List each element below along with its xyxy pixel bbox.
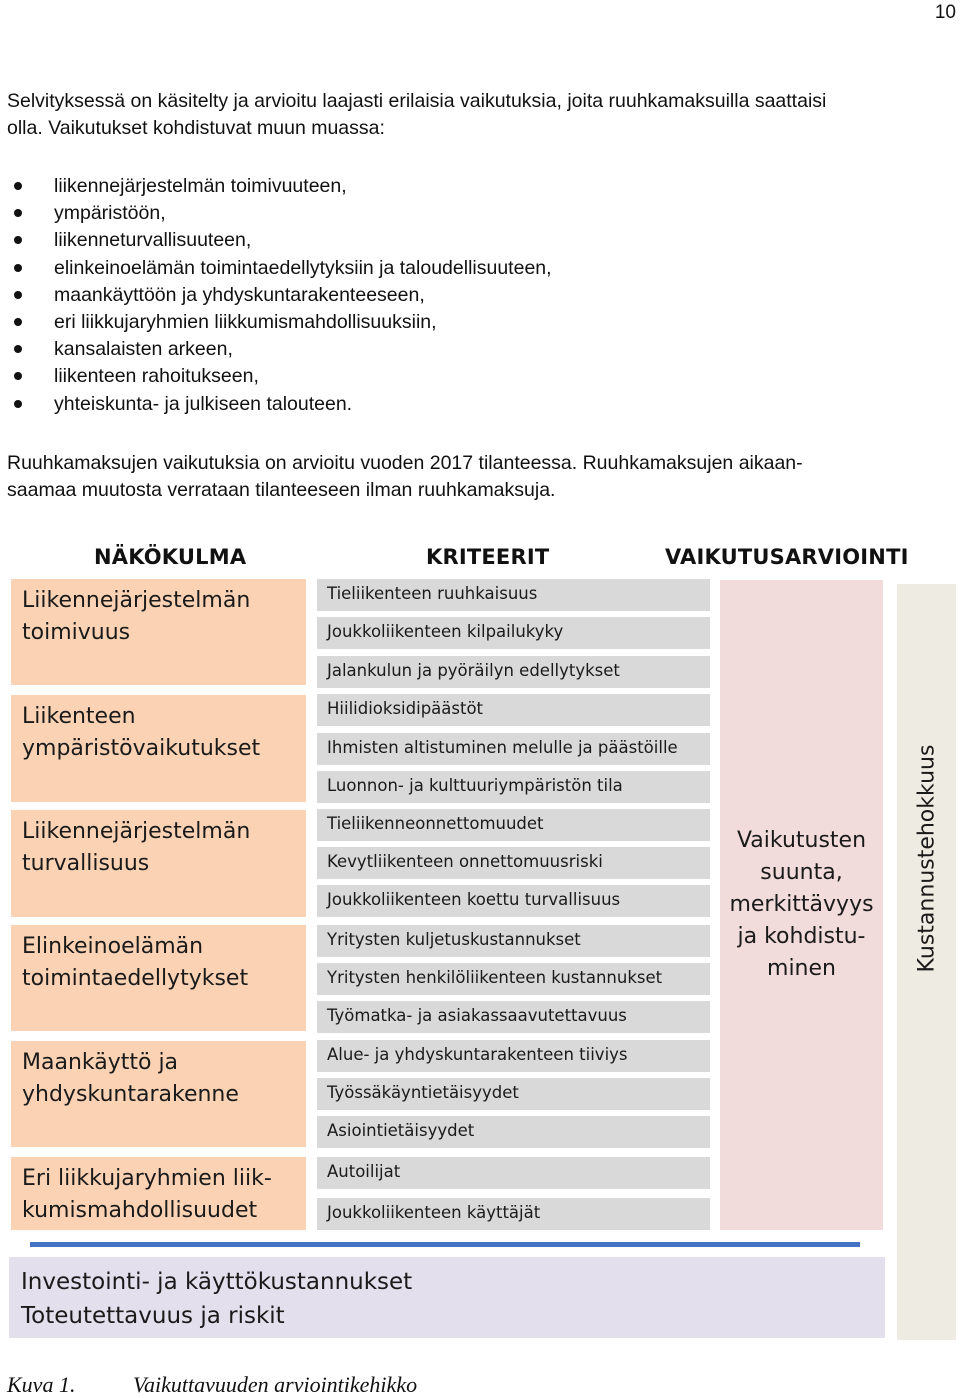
bullet-icon — [14, 372, 22, 380]
view-label: Eri liikkujaryhmien liik- — [22, 1166, 272, 1191]
list-item-text: kansalaisten arkeen, — [54, 338, 233, 361]
list-item-text: maankäyttöön ja yhdyskuntarakenteeseen, — [54, 283, 425, 306]
costs-risks-box — [9, 1257, 885, 1338]
view-label: toimintaedellytykset — [22, 966, 249, 991]
summary-line: Ruuhkamaksujen vaikutuksia on arvioitu vuoden 2017 tilanteessa. Ruuhkamaksujen aikaan- — [7, 452, 803, 474]
list-item — [0, 336, 552, 363]
view-box — [11, 810, 306, 917]
bullet-icon — [14, 182, 22, 190]
criterion-box: Joukkoliikenteen käyttäjät — [317, 1198, 710, 1230]
criterion-box: Alue- ja yhdyskuntarakenteen tiiviys — [317, 1040, 710, 1072]
list-item — [0, 309, 552, 336]
evaluation-box — [720, 580, 883, 1230]
evaluation-text — [720, 825, 883, 985]
list-item — [0, 363, 552, 390]
costs-risks-line: Toteutettavuus ja riskit — [21, 1303, 285, 1329]
bullet-icon — [14, 264, 22, 272]
view-box — [11, 1157, 306, 1230]
view-column-header: NÄKÖKULMA — [94, 545, 247, 569]
list-item-text: yhteiskunta- ja julkiseen talouteen. — [54, 392, 353, 415]
page-number: 10 — [934, 2, 956, 23]
view-box — [11, 925, 306, 1031]
evaluation-column-header: VAIKUTUSARVIOINTI — [665, 545, 909, 569]
summary-paragraph — [7, 450, 952, 504]
view-label: Liikennejärjestelmän — [22, 588, 251, 613]
criterion-box: Autoilijat — [317, 1157, 710, 1189]
view-box — [11, 579, 306, 685]
figure-caption-text: Vaikuttavuuden arviointikehikko — [133, 1372, 418, 1397]
list-item-text: liikennejärjestelmän toimivuuteen, — [54, 175, 347, 197]
list-item-text: liikenteen rahoitukseen, — [54, 365, 259, 388]
summary-line: saamaa muutosta verrataan tilanteeseen ilman ruuhkamaksuja. — [7, 479, 556, 501]
criterion-box: Hiilidioksidipäästöt — [317, 694, 710, 726]
evaluation-line: suunta, — [760, 860, 843, 885]
costs-risks-line: Investointi- ja käyttökustannukset — [21, 1269, 413, 1295]
view-label: Elinkeinoelämän — [22, 934, 204, 959]
bullet-icon — [14, 318, 22, 326]
list-item — [0, 200, 552, 227]
criterion-box: Ihmisten altistuminen melulle ja päästöille — [317, 733, 710, 765]
view-label: turvallisuus — [22, 851, 150, 876]
cost-effectiveness-label: Kustannustehokkuus — [914, 744, 939, 973]
criterion-box: Jalankulun ja pyöräilyn edellytykset — [317, 656, 710, 688]
cost-effectiveness-box — [897, 584, 956, 1340]
list-item-text: ympäristöön, — [54, 202, 166, 225]
criterion-box: Tieliikenneonnettomuudet — [317, 809, 710, 841]
criterion-box: Asiointietäisyydet — [317, 1116, 710, 1148]
bullet-icon — [14, 291, 22, 299]
intro-paragraph — [7, 88, 952, 142]
list-item — [0, 282, 552, 309]
list-item — [0, 227, 552, 254]
list-item-text: eri liikkujaryhmien liikkumismahdollisuuksiin, — [54, 310, 437, 333]
criterion-box: Joukkoliikenteen koettu turvallisuus — [317, 885, 710, 917]
criterion-box: Yritysten kuljetuskustannukset — [317, 925, 710, 957]
criterion-box: Työmatka- ja asiakassaavutettavuus — [317, 1001, 710, 1033]
criterion-box: Luonnon- ja kulttuuriympäristön tila — [317, 771, 710, 803]
list-item-text: elinkeinoelämän toimintaedellytyksiin ja taloudellisuuteen, — [54, 256, 552, 279]
evaluation-line: Vaikutusten — [736, 828, 867, 853]
criterion-box: Työssäkäyntietäisyydet — [317, 1078, 710, 1110]
view-box — [11, 695, 306, 802]
list-item — [0, 173, 552, 200]
list-item — [0, 255, 552, 282]
criterion-box: Joukkoliikenteen kilpailukyky — [317, 617, 710, 649]
criteria-column-header: KRITEERIT — [426, 545, 550, 569]
view-box — [11, 1041, 306, 1147]
intro-line: Selvityksessä on käsitelty ja arvioitu laajasti erilaisia vaikutuksia, joita ruuhkamaksuilla saattaisi — [7, 90, 827, 112]
bullet-icon — [14, 209, 22, 217]
evaluation-line: minen — [767, 956, 836, 981]
view-label: toimivuus — [22, 620, 131, 645]
view-label: Liikenteen — [22, 704, 136, 729]
bullet-icon — [14, 400, 22, 408]
intro-line: olla. Vaikutukset kohdistuvat muun muassa: — [7, 117, 385, 139]
criterion-box: Yritysten henkilöliikenteen kustannukset — [317, 963, 710, 995]
view-label: Liikennejärjestelmän — [22, 819, 251, 844]
view-label: yhdyskuntarakenne — [22, 1082, 239, 1107]
criterion-box: Kevytliikenteen onnettomuusriski — [317, 847, 710, 879]
evaluation-line: merkittävyys — [729, 892, 874, 917]
criterion-box: Tieliikenteen ruuhkaisuus — [317, 579, 710, 611]
view-label: Maankäyttö ja — [22, 1050, 179, 1075]
evaluation-line: ja kohdistu- — [737, 924, 866, 949]
bullet-icon — [14, 236, 22, 244]
bullet-icon — [14, 345, 22, 353]
view-label: kumismahdollisuudet — [22, 1198, 258, 1223]
impact-list — [0, 173, 552, 418]
figure-caption-label: Kuva 1. — [7, 1372, 76, 1397]
view-label: ympäristövaikutukset — [22, 736, 261, 761]
divider — [30, 1242, 860, 1247]
list-item-text: liikenneturvallisuuteen, — [54, 229, 252, 252]
list-item — [0, 391, 552, 418]
